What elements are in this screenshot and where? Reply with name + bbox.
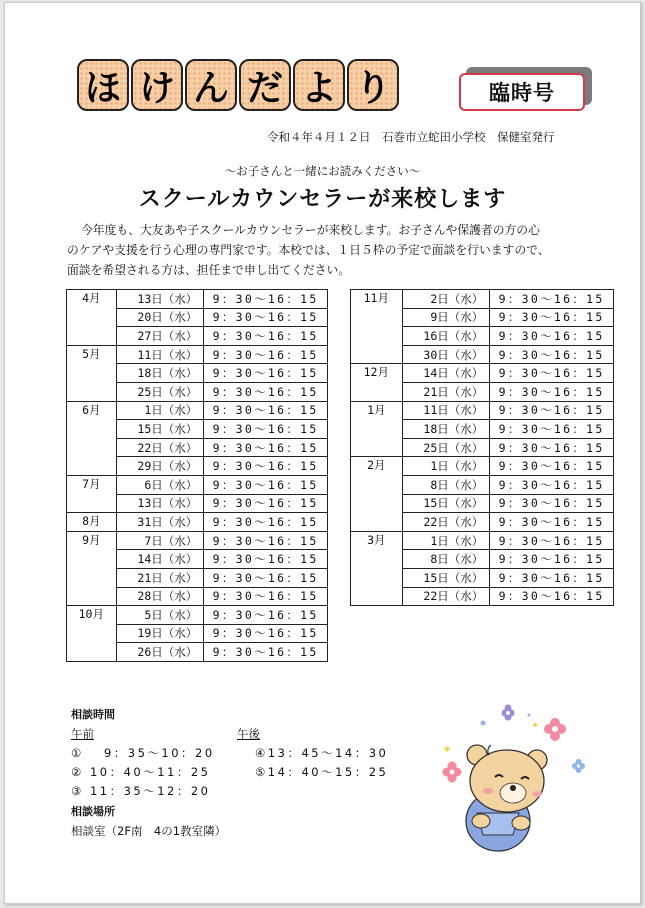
time-cell: 9：30～16：15 (490, 587, 614, 606)
date-cell: 31日（水） (116, 513, 204, 532)
time-cell: 9：30～16：15 (204, 494, 328, 513)
date-cell: 29日（水） (116, 457, 204, 476)
month-cell: 10月 (67, 606, 117, 662)
time-cell: 9：30～16：15 (490, 364, 614, 383)
schedule-row (67, 531, 328, 550)
time-cell: 9：30～16：15 (204, 587, 328, 606)
title-char-tile: ん (185, 59, 237, 111)
article-headline: スクールカウンセラーが来校します (138, 186, 507, 212)
date-cell: 13日（水） (116, 290, 204, 309)
date-cell: 15日（水） (402, 494, 490, 513)
schedule-row (67, 290, 328, 309)
time-cell: 9：30～16：15 (204, 643, 328, 662)
date-cell: 25日（水） (116, 382, 204, 401)
consult-hours-heading: 相談時間 (71, 708, 115, 721)
consult-place: 相談室（2F南 4の1教室隣） (71, 824, 227, 838)
time-cell: 9：30～16：15 (204, 420, 328, 439)
time-cell: 9：30～16：15 (490, 327, 614, 346)
time-cell: 9：30～16：15 (490, 531, 614, 550)
time-cell: 9：30～16：15 (204, 308, 328, 327)
schedule-table-left (66, 289, 328, 662)
month-cell: 2月 (351, 457, 403, 531)
title-char-tile: け (131, 59, 183, 111)
time-cell: 9：30～16：15 (204, 364, 328, 383)
month-cell: 11月 (351, 290, 403, 364)
newsletter-title (77, 59, 399, 111)
date-cell: 22日（水） (402, 587, 490, 606)
schedule-row (351, 457, 614, 476)
date-cell: 14日（水） (402, 364, 490, 383)
title-char-tile: だ (239, 59, 291, 111)
date-cell: 1日（水） (402, 531, 490, 550)
date-cell: 5日（水） (116, 606, 204, 625)
schedule-row (67, 345, 328, 364)
date-cell: 9日（水） (402, 308, 490, 327)
time-cell: 9：30～16：15 (204, 401, 328, 420)
time-cell: 9：30～16：15 (490, 420, 614, 439)
month-cell: 6月 (67, 401, 117, 475)
time-cell: 9：30～16：15 (204, 513, 328, 532)
time-slot: ③ 11：35～12：20 (71, 784, 211, 798)
time-cell: 9：30～16：15 (204, 457, 328, 476)
date-cell: 20日（水） (116, 308, 204, 327)
month-cell: 5月 (67, 345, 117, 401)
flower-icon (502, 705, 515, 721)
bear-with-flowers-illustration (433, 703, 593, 863)
month-cell: 9月 (67, 531, 117, 605)
time-cell: 9：30～16：15 (204, 550, 328, 569)
date-cell: 22日（水） (116, 438, 204, 457)
date-cell: 11日（水） (116, 345, 204, 364)
time-cell: 9：30～16：15 (204, 606, 328, 625)
date-cell: 14日（水） (116, 550, 204, 569)
month-cell: 1月 (351, 401, 403, 457)
time-cell: 9：30～16：15 (204, 290, 328, 309)
time-cell: 9：30～16：15 (490, 550, 614, 569)
date-cell: 19日（水） (116, 624, 204, 643)
time-slot: ⑤14：40～15：25 (255, 765, 389, 779)
time-cell: 9：30～16：15 (490, 382, 614, 401)
time-cell: 9：30～16：15 (490, 513, 614, 532)
read-together-note: ～お子さんと一緒にお読みください～ (224, 164, 421, 178)
title-char-tile: り (347, 59, 399, 111)
time-cell: 9：30～16：15 (204, 475, 328, 494)
morning-label: 午前 (71, 727, 94, 741)
special-issue-badge: 臨時号 (459, 73, 585, 111)
date-cell: 18日（水） (116, 364, 204, 383)
flower-icon (544, 718, 566, 741)
schedule-row (351, 531, 614, 550)
date-cell: 1日（水） (402, 457, 490, 476)
date-cell: 15日（水） (402, 568, 490, 587)
time-cell: 9：30～16：15 (490, 457, 614, 476)
month-cell: 4月 (67, 290, 117, 346)
issue-date-and-publisher: 令和４年４月１２日 石巻市立蛇田小学校 保健室発行 (267, 130, 555, 144)
date-cell: 1日（水） (116, 401, 204, 420)
time-cell: 9：30～16：15 (204, 568, 328, 587)
date-cell: 16日（水） (402, 327, 490, 346)
title-char-tile: よ (293, 59, 345, 111)
time-cell: 9：30～16：15 (490, 438, 614, 457)
date-cell: 21日（水） (402, 382, 490, 401)
newsletter-page (4, 2, 641, 904)
date-cell: 27日（水） (116, 327, 204, 346)
time-slot: ② 10：40～11：25 (71, 765, 211, 779)
schedule-row (351, 364, 614, 383)
date-cell: 8日（水） (402, 550, 490, 569)
date-cell: 18日（水） (402, 420, 490, 439)
date-cell: 30日（水） (402, 345, 490, 364)
date-cell: 7日（水） (116, 531, 204, 550)
month-cell: 3月 (351, 531, 403, 605)
date-cell: 26日（水） (116, 643, 204, 662)
schedule-row (351, 401, 614, 420)
date-cell: 25日（水） (402, 438, 490, 457)
month-cell: 7月 (67, 475, 117, 512)
date-cell: 21日（水） (116, 568, 204, 587)
time-cell: 9：30～16：15 (490, 401, 614, 420)
intro-line: のケアや支援を行う心理の専門家です。本校では、１日５枠の予定で面談を行いますので、 (67, 243, 550, 257)
schedule-row (351, 290, 614, 309)
date-cell: 11日（水） (402, 401, 490, 420)
date-cell: 2日（水） (402, 290, 490, 309)
month-cell: 8月 (67, 513, 117, 532)
schedule-row (67, 475, 328, 494)
date-cell: 22日（水） (402, 513, 490, 532)
schedule-row (67, 513, 328, 532)
intro-paragraph (67, 220, 607, 280)
time-cell: 9：30～16：15 (204, 345, 328, 364)
month-cell: 12月 (351, 364, 403, 401)
date-cell: 15日（水） (116, 420, 204, 439)
date-cell: 28日（水） (116, 587, 204, 606)
time-cell: 9：30～16：15 (490, 494, 614, 513)
schedule-row (67, 606, 328, 625)
time-cell: 9：30～16：15 (490, 308, 614, 327)
consult-place-heading: 相談場所 (71, 805, 115, 818)
time-cell: 9：30～16：15 (204, 438, 328, 457)
schedule-row (67, 401, 328, 420)
time-cell: 9：30～16：15 (490, 290, 614, 309)
time-cell: 9：30～16：15 (204, 327, 328, 346)
time-cell: 9：30～16：15 (204, 382, 328, 401)
time-cell: 9：30～16：15 (490, 475, 614, 494)
time-slot: ① 9：35～10：20 (71, 746, 215, 760)
date-cell: 13日（水） (116, 494, 204, 513)
date-cell: 8日（水） (402, 475, 490, 494)
schedule-table-right (350, 289, 614, 606)
title-char-tile: ほ (77, 59, 129, 111)
time-cell: 9：30～16：15 (490, 345, 614, 364)
date-cell: 6日（水） (116, 475, 204, 494)
flower-icon (443, 762, 462, 783)
time-slot: ④13：45～14：30 (255, 746, 389, 760)
time-cell: 9：30～16：15 (204, 624, 328, 643)
intro-line: 今年度も、大友あや子スクールカウンセラーが来校します。お子さんや保護者の方の心 (81, 223, 540, 237)
intro-line: 面談を希望される方は、担任まで申し出てください。 (67, 263, 351, 277)
time-cell: 9：30～16：15 (490, 568, 614, 587)
flower-icon (572, 759, 585, 773)
afternoon-label: 午後 (237, 727, 260, 741)
time-cell: 9：30～16：15 (204, 531, 328, 550)
